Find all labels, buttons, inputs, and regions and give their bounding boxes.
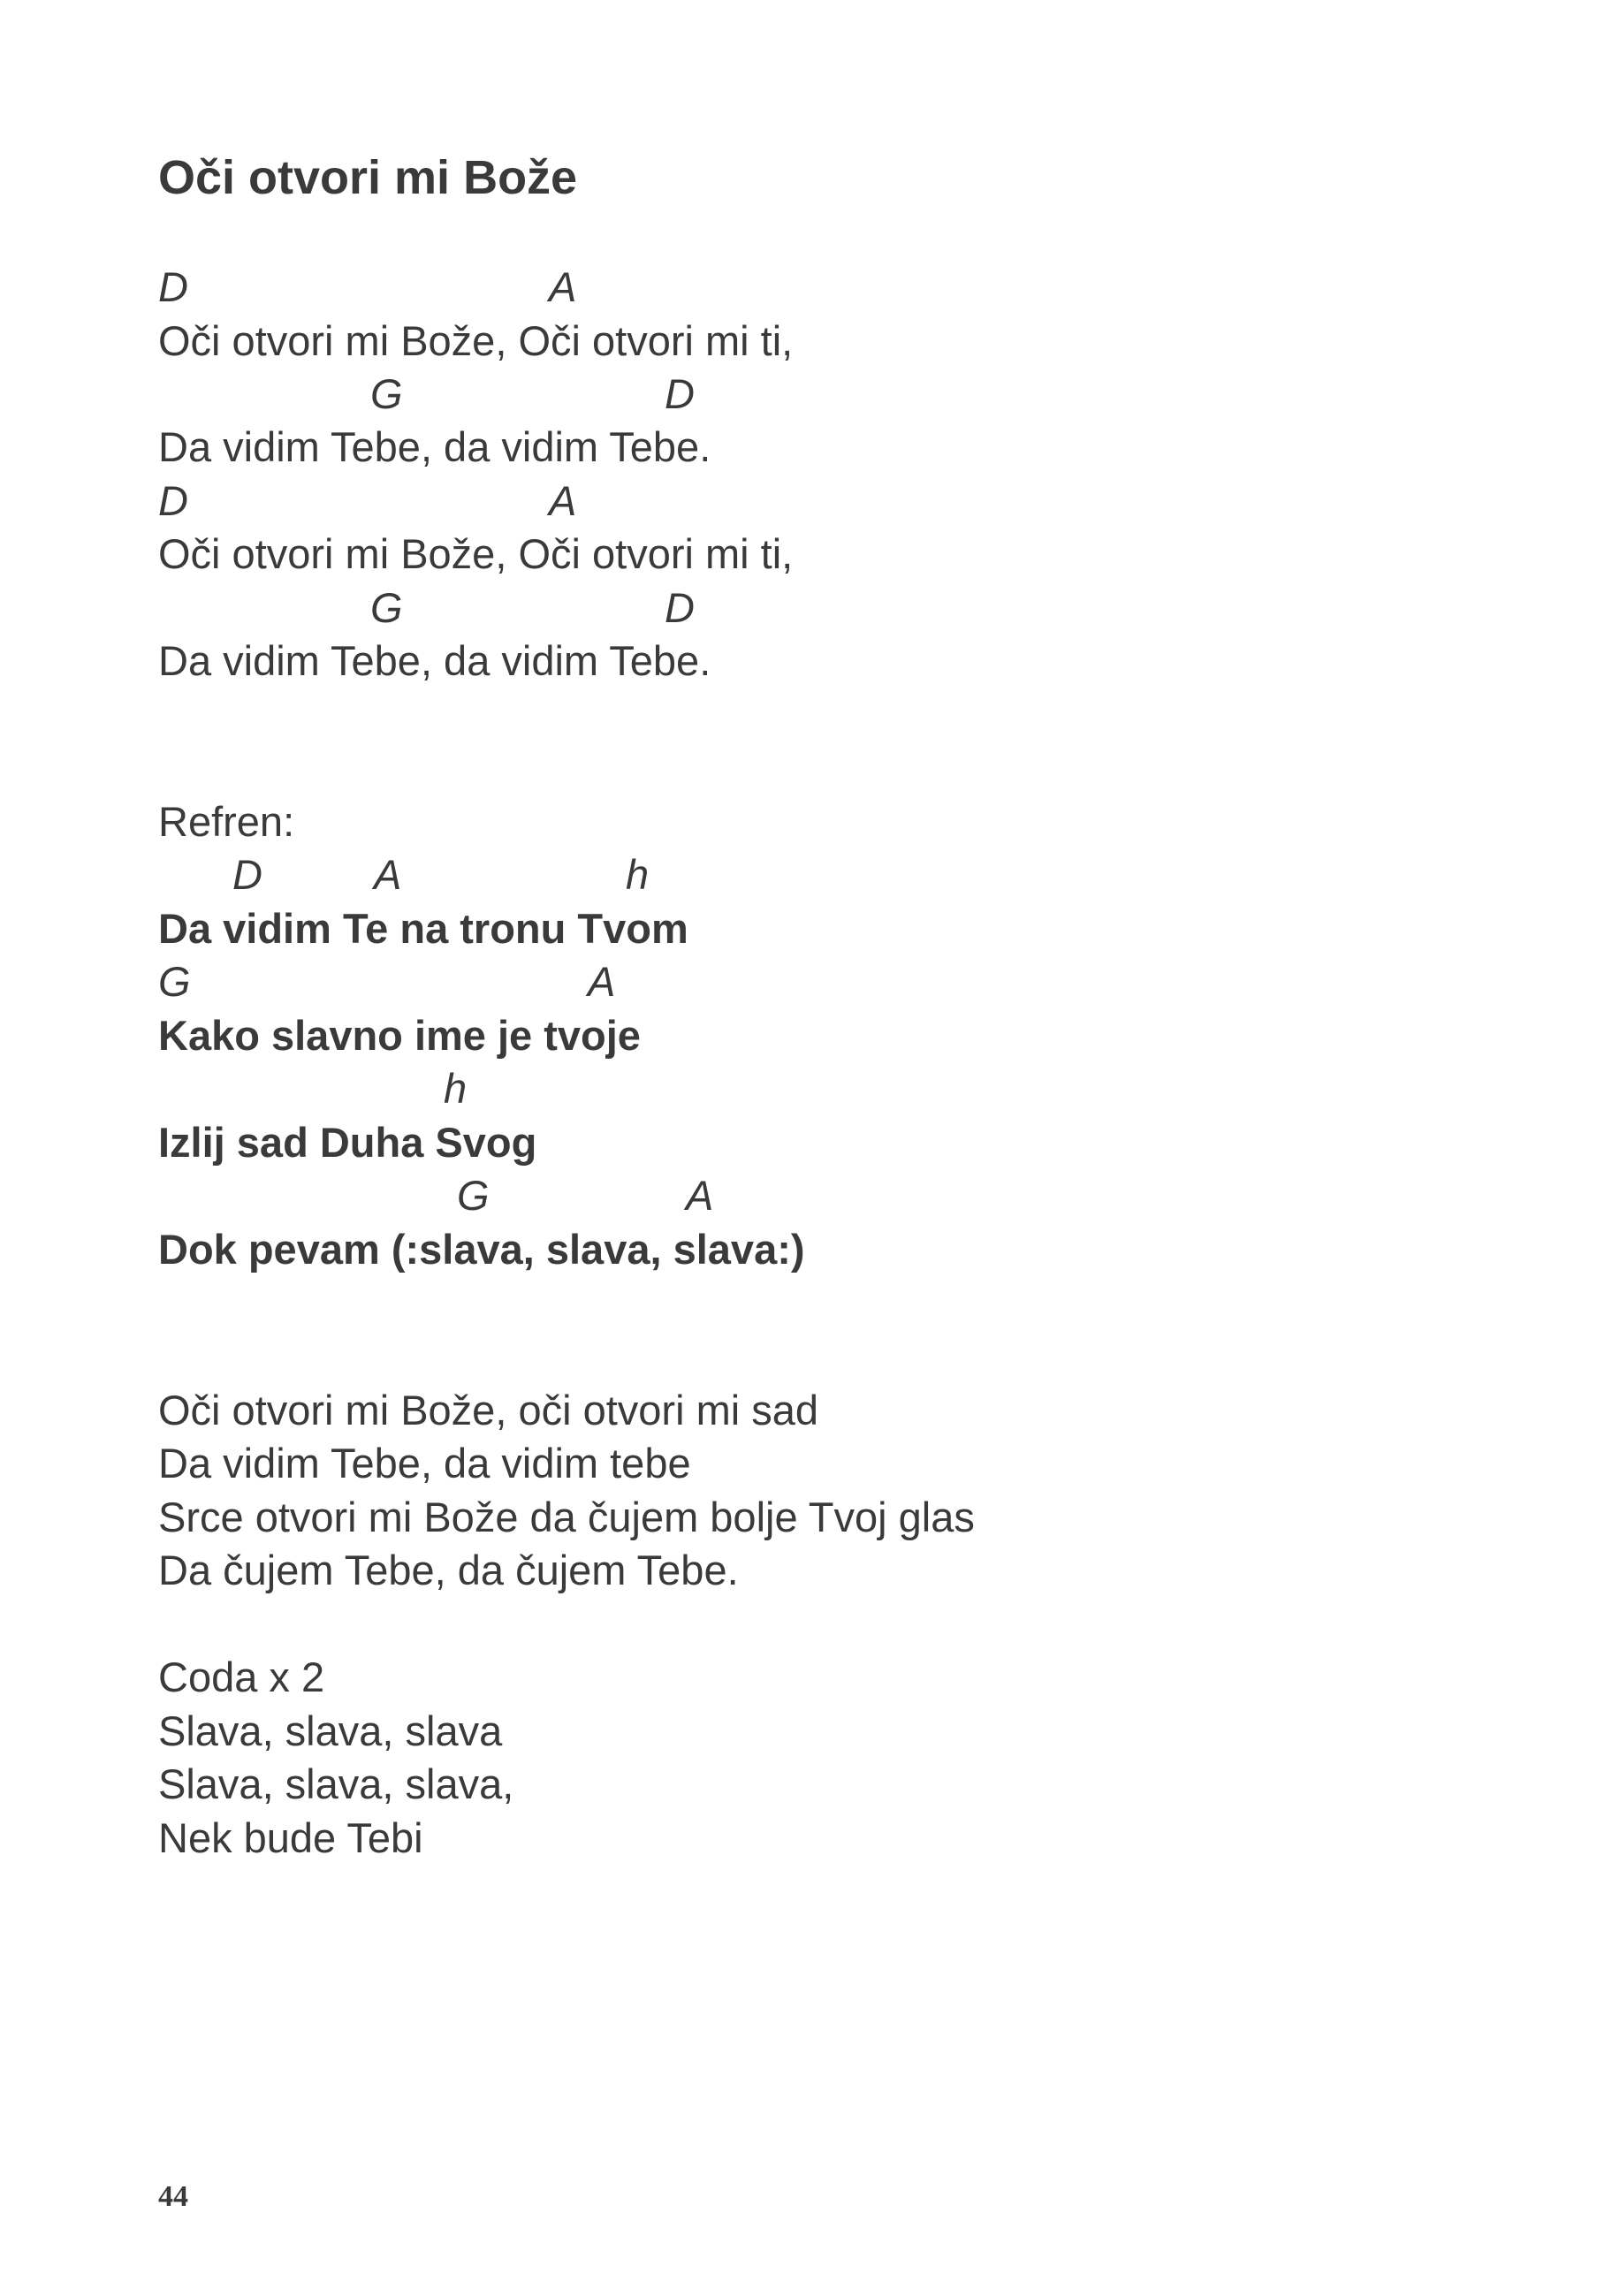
chord: A: [374, 851, 402, 898]
chord: h: [626, 851, 650, 898]
lyric-line: Izlij sad Duha Svog: [158, 1119, 537, 1166]
lyric-line: Da vidim Te na tronu Tvom: [158, 905, 688, 952]
lyric-line: Da vidim Tebe, da vidim Tebe.: [158, 637, 711, 684]
chord-line: [158, 261, 1395, 314]
lyric-line: Srce otvori mi Bože da čujem bolje Tvoj glas: [158, 1494, 975, 1540]
chord-line: [158, 1062, 1395, 1115]
lyric-line: Da čujem Tebe, da čujem Tebe.: [158, 1547, 739, 1593]
chord: A: [588, 958, 616, 1005]
lyric-line: Da vidim Tebe, da vidim Tebe.: [158, 423, 711, 470]
chord-line: [158, 582, 1395, 635]
chorus-label: Refren:: [158, 798, 295, 845]
chord: h: [444, 1065, 468, 1112]
chord: A: [549, 263, 577, 310]
coda-label: Coda x 2: [158, 1654, 325, 1700]
lyric-line: Dok pevam (:slava, slava, slava:): [158, 1226, 805, 1273]
chord: G: [370, 584, 403, 631]
lyric-line: Oči otvori mi Bože, Oči otvori mi ti,: [158, 317, 794, 364]
lyric-line: Slava, slava, slava,: [158, 1760, 514, 1807]
chord-line: [158, 475, 1395, 528]
page-number: 44: [158, 2180, 188, 2213]
lyric-line: Oči otvori mi Bože, oči otvori mi sad: [158, 1387, 818, 1433]
lyric-line: Da vidim Tebe, da vidim tebe: [158, 1440, 691, 1486]
chord: A: [686, 1172, 714, 1219]
chord: D: [665, 370, 695, 417]
chord: D: [232, 851, 262, 898]
chord: G: [370, 370, 403, 417]
chord: D: [158, 477, 188, 524]
chord: D: [665, 584, 695, 631]
chord-line: [158, 848, 1395, 901]
lyric-line: Nek bude Tebi: [158, 1814, 423, 1861]
chord-line: [158, 368, 1395, 421]
chord: D: [158, 263, 188, 310]
chord: G: [158, 958, 191, 1005]
chord-line: [158, 955, 1395, 1008]
lyric-line: Oči otvori mi Bože, Oči otvori mi ti,: [158, 530, 794, 577]
lyric-line: Slava, slava, slava: [158, 1707, 503, 1754]
song-title: Oči otvori mi Bože: [158, 151, 578, 204]
chord: A: [549, 477, 577, 524]
lyric-line: Kako slavno ime je tvoje: [158, 1012, 641, 1059]
chord: G: [457, 1172, 490, 1219]
chord-line: [158, 1169, 1395, 1222]
